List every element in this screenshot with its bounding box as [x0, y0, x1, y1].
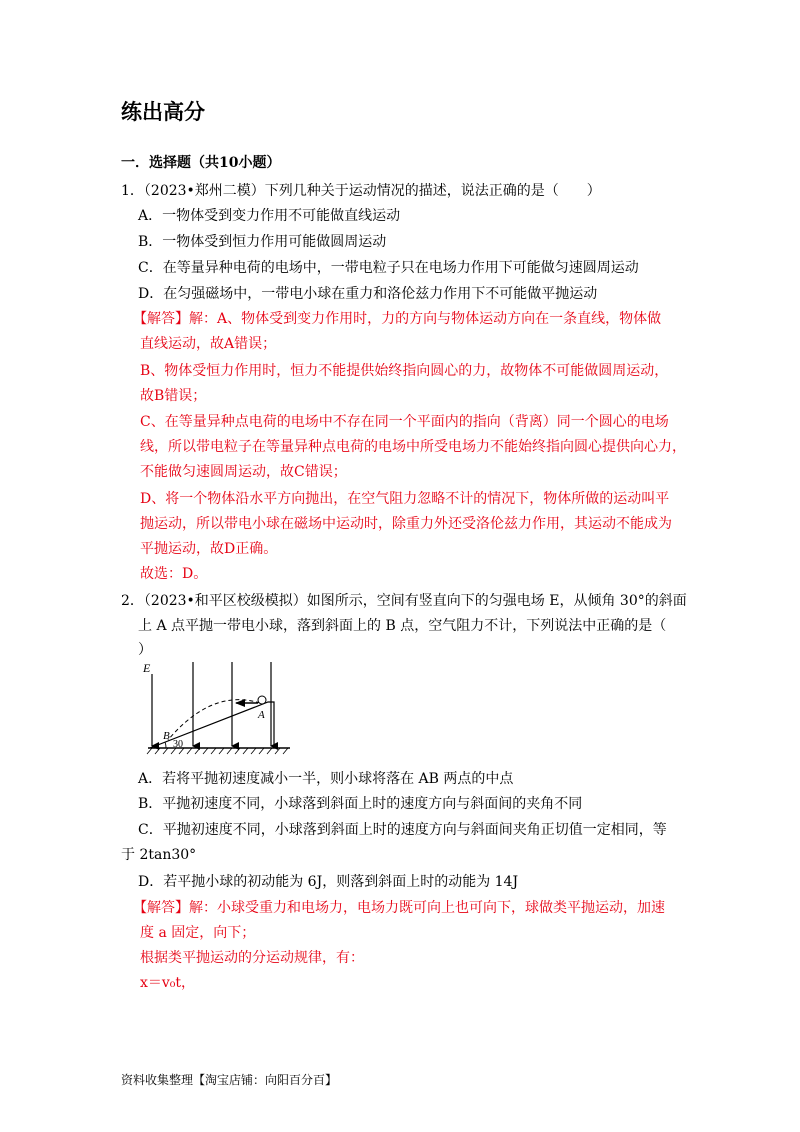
- q1-option-c: C．在等量异种电荷的电场中，一带电粒子只在电场力作用下可能做匀速圆周运动: [138, 260, 639, 276]
- point-b-label: B: [163, 730, 170, 742]
- q2-answer-line: 度 a 固定，向下；: [140, 925, 256, 941]
- q1-answer-line: D、将一个物体沿水平方向抛出，在空气阻力忽略不计的情况下，物体所做的运动叫平: [140, 491, 670, 507]
- q1-stem: 1．（2023•郑州二模）下列几种关于运动情况的描述，说法正确的是（ ）: [121, 183, 601, 199]
- section-heading: 一．选择题（共10小题）: [121, 155, 281, 171]
- q1-answer-line: 平抛运动，故D正确。: [140, 541, 278, 557]
- q2-stem-line: ）: [138, 642, 152, 658]
- q1-answer-line: 故B错误；: [140, 388, 207, 404]
- q1-answer-line: B、物体受恒力作用时，恒力不能提供始终指向圆心的力，故物体不可能做圆周运动，: [140, 363, 669, 379]
- q1-option-a: A．一物体受到变力作用不可能做直线运动: [138, 208, 401, 224]
- q2-stem-line: 2．（2023•和平区校级模拟）如图所示，空间有竖直向下的匀强电场 E，从倾角 30°的斜面: [121, 593, 687, 609]
- angle-arc: [165, 742, 166, 748]
- q2-option-a: A．若将平抛初速度减小一半，则小球将落在 AB 两点的中点: [138, 771, 514, 787]
- q2-answer-line: 根据类平抛运动的分运动规律，有：: [140, 950, 364, 966]
- q2-option-d: D．若平抛小球的初动能为 6J，则落到斜面上时的动能为 14J: [138, 874, 519, 890]
- page-title: 练出高分: [121, 99, 205, 124]
- q1-option-d: D．在匀强磁场中，一带电小球在重力和洛伦兹力作用下不可能做平抛运动: [138, 286, 598, 302]
- page-footer: 资料收集整理【淘宝店铺：向阳百分百】: [121, 1073, 338, 1087]
- trajectory-curve: [168, 700, 260, 740]
- q1-option-b: B．一物体受到恒力作用可能做圆周运动: [138, 234, 387, 250]
- field-label: E: [143, 661, 151, 675]
- q2-option-c-cont: 于 2tan30°: [121, 847, 197, 863]
- q2-answer-text: 解：小球受重力和电场力，电场力既可向上也可向下，球做类平抛运动，加速: [189, 900, 665, 916]
- q1-answer-text: 解：A、物体受到变力作用时，力的方向与物体运动方向在一条直线，物体做: [189, 311, 662, 327]
- q1-answer-tag: 【解答】: [133, 311, 189, 327]
- charged-ball: [258, 696, 266, 704]
- q2-option-c: C．平抛初速度不同，小球落到斜面上时的速度方向与斜面间夹角正切值一定相同，等: [138, 822, 667, 838]
- q2-option-b: B．平抛初速度不同，小球落到斜面上时的速度方向与斜面间的夹角不同: [138, 796, 583, 812]
- q1-answer-line: 线，所以带电粒子在等量异种点电荷的电场中所受电场力不能始终指向圆心提供向心力，: [140, 439, 686, 455]
- q2-answer-line: x＝v₀t，: [140, 975, 196, 991]
- q1-answer-line: C、在等量异种点电荷的电场中不存在同一个平面内的指向（背离）同一个圆心的电场: [140, 414, 669, 430]
- incline-field-figure: [140, 660, 292, 760]
- ground-hatching: [147, 748, 288, 754]
- q1-answer-line: 不能做匀速圆周运动，故C错误；: [140, 464, 347, 480]
- q1-answer-line: [133, 308, 661, 328]
- q2-answer-line: [133, 897, 665, 917]
- q1-answer-line: 故选：D。: [140, 566, 208, 582]
- q2-answer-tag: 【解答】: [133, 900, 189, 916]
- q1-answer-line: 直线运动，故A错误；: [140, 336, 277, 352]
- point-a-label: A: [258, 709, 265, 721]
- q1-answer-line: 抛运动，所以带电小球在磁场中运动时，除重力外还受洛伦兹力作用，其运动不能成为: [140, 516, 672, 532]
- angle-label: 30: [173, 739, 183, 750]
- q2-stem-line: 上 A 点平抛一带电小球，落到斜面上的 B 点，空气阻力不计，下列说法中正确的是（: [138, 618, 667, 634]
